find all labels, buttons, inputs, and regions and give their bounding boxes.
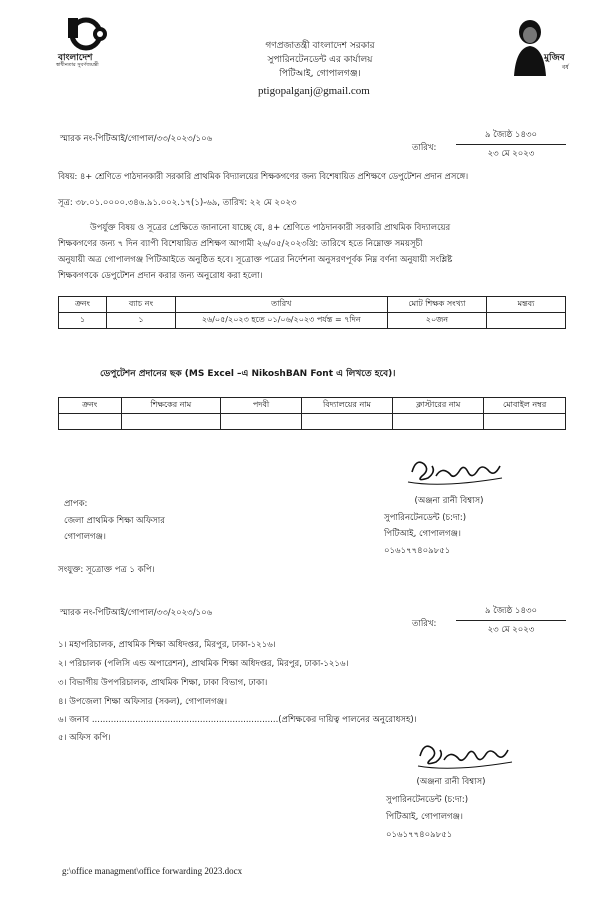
signature-scribble-copy [412, 734, 522, 774]
cell-batch: ১ [107, 313, 176, 329]
header-govt-line: গণপ্রজাতন্ত্রী বাংলাদেশ সরকার [265, 41, 375, 51]
logo-left-text: বাংলাদেশ [58, 53, 93, 63]
cell-remarks [487, 313, 566, 329]
logo-left-subtext: স্বাধীনতার সুবর্ণজয়ন্তী [56, 62, 99, 68]
header-cell-remarks: মন্তব্য [487, 297, 566, 313]
header-cell-serial: ক্রনং [59, 398, 122, 414]
subject-line: বিষয়: ৪+ শ্রেণিতে পাঠদানকারী সরকারি প্রাথমিক বিদ্যালয়ের শিক্ষকগণের জন্য বিশেষায়িত প্রশিক্ষণে ডেপুটেশন প্রদান প্রসঙ্গে। [58, 171, 469, 181]
header-cell-school-name: বিদ্যালয়ের নাম [301, 398, 392, 414]
date-bangla-copy: ৯ জ্যৈষ্ঠ ১৪৩০ [484, 606, 538, 616]
signer-name: (অঞ্জনা রানী বিশ্বাস) [414, 496, 484, 506]
body-line-1: উপর্যুক্ত বিষয় ও সূত্রের প্রেক্ষিতে জানানো যাচ্ছে যে, ৪+ শ্রেণিতে পাঠদানকারী সরকারি প্রাথমিক বিদ্যালয়ের [90, 223, 451, 233]
file-path-footer: g:\office managment\office forwarding 2023.docx [62, 866, 243, 876]
recipient-line-2: গোপালগঞ্জ। [64, 532, 106, 542]
recipient-label: প্রাপক: [64, 499, 88, 509]
signer-office: পিটিআই, গোপালগঞ্জ। [384, 529, 461, 539]
header-email: ptigopalganj@gmail.com [258, 85, 370, 97]
header-cell-total-teachers: মোট শিক্ষক সংখ্যা [387, 297, 486, 313]
header-cell-cluster-name: ক্লাস্টারের নাম [393, 398, 484, 414]
body-line-3: অনুযায়ী অত্র গোপালগঞ্জ পিটিআইতে অনুষ্ঠিত হবে। সূত্রোক্ত পত্রের নির্দেশনা অনুসরণপূর্বক নিম্ন বর্ণনা অনুযায়ী সংশ্লিষ্ট [58, 255, 453, 265]
signer-designation: সুপারিনটেনডেন্ট (চ:দা:) [384, 513, 467, 523]
header-cell-mobile: মোবাইল নম্বর [484, 398, 566, 414]
empty-cell [484, 414, 566, 430]
header-office-line: সুপারিনটেনডেন্ট এর কার্যালয় [267, 55, 373, 65]
table-row [59, 414, 566, 430]
empty-cell [221, 414, 302, 430]
header-pti-line: পিটিআই, গোপালগঞ্জ। [279, 69, 361, 79]
signer-designation-copy: সুপারিনটেনডেন্ট (চ:দা:) [386, 795, 469, 805]
date-divider-copy [456, 620, 566, 621]
logo-right-text: মুজিব [544, 53, 565, 63]
header-cell-teacher-name: শিক্ষকের নাম [121, 398, 221, 414]
cell-date: ২৬/০৫/২০২৩ হতে ০১/০৬/২০২৩ পর্যন্ত = ৭দিন [175, 313, 387, 329]
date-label-copy: তারিখ: [412, 619, 437, 629]
table-header-row [59, 398, 566, 414]
memo-number-copy: স্মারক নং-পিটিআই/গোপাল/৩৩/২০২৩/১০৬ [60, 608, 213, 618]
portrait-silhouette-icon [510, 18, 550, 76]
date-english: ২৩ মে ২০২৩ [487, 149, 535, 159]
copy-list-item: ৩। বিভাগীয় উপপরিচালক, প্রাথমিক শিক্ষা, ঢাকা বিভাগ, ঢাকা। [58, 678, 268, 688]
date-english-copy: ২৩ মে ২০২৩ [487, 625, 535, 635]
deputation-title: ডেপুটেশন প্রদানের ছক (MS Excel –এ NikoshBAN Font এ লিখতে হবে)। [100, 369, 396, 379]
deputation-table [58, 397, 566, 430]
body-line-4: শিক্ষকগণকে ডেপুটেশন প্রদান করার জন্য অনুরোধ করা হলো। [58, 271, 263, 281]
logo-right-subtext: বর্ষ [562, 64, 569, 71]
header-cell-designation: পদবী [221, 398, 302, 414]
empty-cell [121, 414, 221, 430]
reference-line: সূত্র: ৩৮.০১.০০০০.৩৪৬.৯১.০০২.১৭(১)-৬৯, তারিখ: ২২ মে ২০২৩ [58, 198, 297, 208]
empty-cell [301, 414, 392, 430]
copy-list-item: ৬। জনাব .....................................................................(প্রশিক্ষকের দায়িত্ব পালনের অনুরোধসহ)। [58, 715, 417, 725]
date-block [456, 128, 566, 161]
copy-list-item: ৪। উপজেলা শিক্ষা অফিসার (সকল), গোপালগঞ্জ। [58, 697, 228, 707]
signer-phone: ০১৬১৭৭৪০৯৮৫১ [384, 546, 451, 556]
header-cell-batch: ব্যাচ নং [107, 297, 176, 313]
memo-number: স্মারক নং-পিটিআই/গোপাল/৩৩/২০২৩/১০৬ [60, 134, 213, 144]
copy-list-item: ৫। অফিস কপি। [58, 733, 111, 743]
body-line-2: শিক্ষকগণের জন্য ৭ দিন ব্যাপী বিশেষায়িত প্রশিক্ষণ আগামী ২৬/০৫/২০২৩খ্রি: তারিখে হতে নিম্নোক্ত সময়সূচী [58, 239, 423, 249]
signer-phone-copy: ০১৬১৭৭৪০৯৮৫১ [386, 830, 453, 840]
empty-cell [59, 414, 122, 430]
copy-list-item: ১। মহাপরিচালক, প্রাথমিক শিক্ষা অধিদপ্তর, মিরপুর, ঢাকা-১২১৬। [58, 640, 276, 650]
table-header-row [59, 297, 566, 313]
date-divider [456, 144, 566, 145]
table-row [59, 313, 566, 329]
signature-scribble [402, 452, 512, 492]
golden-jubilee-logo [54, 14, 118, 72]
signer-name-copy: (অঞ্জনা রানী বিশ্বাস) [416, 777, 486, 787]
date-block-copy [456, 604, 566, 637]
mujib-year-logo [510, 18, 576, 76]
copy-list-item: ২। পরিচালক (পলিসি এন্ড অপারেশন), প্রাথমিক শিক্ষা অধিদপ্তর, মিরপুর, ঢাকা-১২১৬। [58, 659, 349, 669]
attachment-line: সংযুক্ত: সূত্রোক্ত পত্র ১ কপি। [58, 565, 155, 575]
header-cell-serial: ক্রনং [59, 297, 107, 313]
cell-total-teachers: ২০জন [387, 313, 486, 329]
date-label: তারিখ: [412, 143, 437, 153]
header-cell-date: তারিখ [175, 297, 387, 313]
cell-serial: ১ [59, 313, 107, 329]
handwritten-signature-icon [402, 452, 512, 492]
schedule-table [58, 296, 566, 329]
empty-cell [393, 414, 484, 430]
handwritten-signature-icon [412, 734, 522, 774]
signer-office-copy: পিটিআই, গোপালগঞ্জ। [386, 812, 463, 822]
recipient-line-1: জেলা প্রাথমিক শিক্ষা অফিসার [64, 516, 165, 526]
date-bangla: ৯ জ্যৈষ্ঠ ১৪৩০ [484, 130, 538, 140]
